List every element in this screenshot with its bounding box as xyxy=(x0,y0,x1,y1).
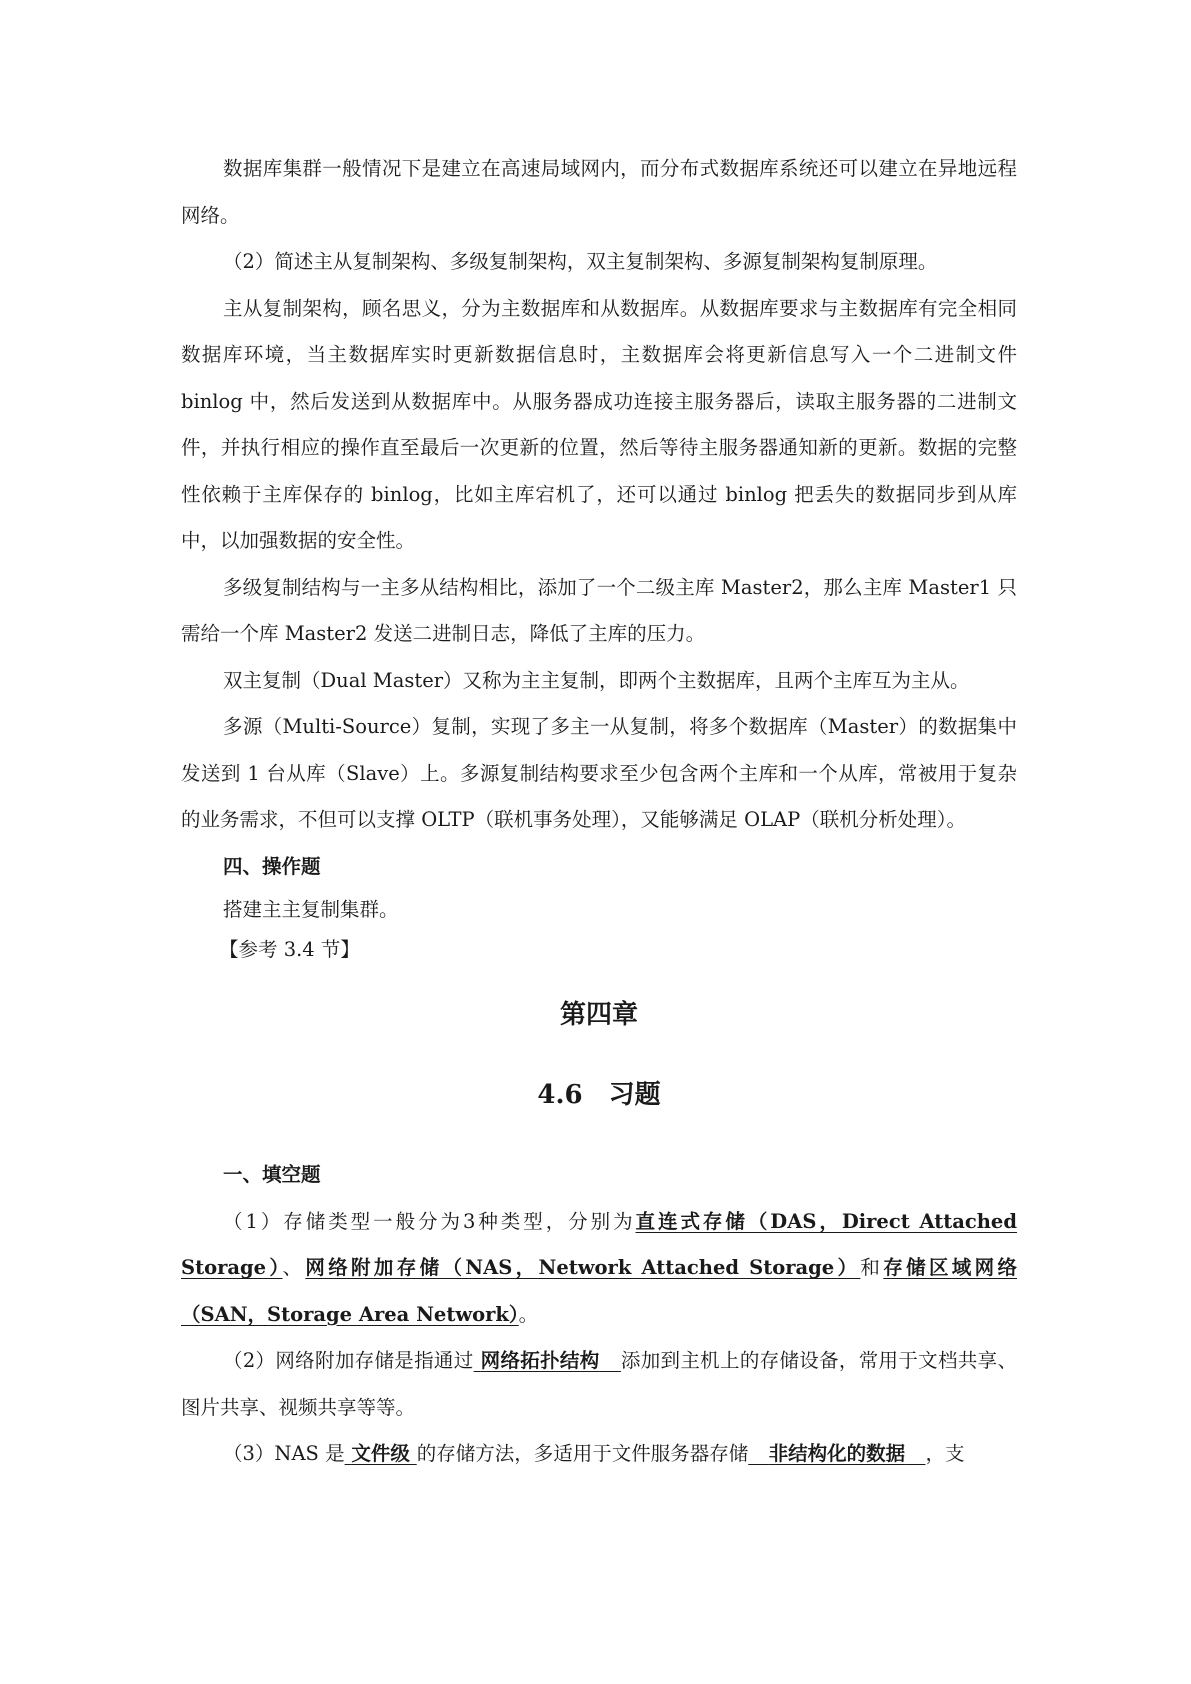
q2-answer-topology xyxy=(474,1349,621,1372)
q3-prefix: （3）NAS 是 xyxy=(223,1442,345,1465)
q3-answer-1-text: 文件级 xyxy=(351,1442,410,1465)
q1-answer-san: 存储区域网络（SAN，Storage Area Network） xyxy=(181,1256,1017,1326)
q1-prefix: （1）存储类型一般分为3种类型，分别为 xyxy=(223,1209,636,1233)
q1-answer-das: 直连式存储（DAS，Direct Attached Storage） xyxy=(181,1209,1017,1279)
chapter-title: 第四章 xyxy=(559,1000,638,1030)
exercise-question-1 xyxy=(181,1199,1017,1339)
paragraph-cluster-network: 数据库集群一般情况下是建立在高速局域网内，而分布式数据库系统还可以建立在异地远程网络。 xyxy=(181,157,1017,227)
q3-suffix: ，支 xyxy=(925,1442,965,1465)
q3-answer-unstructured xyxy=(748,1442,925,1465)
exercise-question-2 xyxy=(181,1338,1017,1431)
q1-separator-1: 、 xyxy=(282,1256,306,1279)
exercise-heading-fill-blank: 一、填空题 xyxy=(223,1163,321,1186)
q3-mid: 的存储方法，多适用于文件服务器存储 xyxy=(416,1442,749,1465)
q2-suffix: 添加到主机上的存储设备，常用于文档共享、图片共享、视频共享等等。 xyxy=(181,1349,1017,1419)
section-title: 4.6 习题 xyxy=(537,1080,661,1110)
q1-separator-2: 和 xyxy=(860,1256,884,1279)
question-2-replication: （2）简述主从复制架构、多级复制架构，双主复制架构、多源复制架构复制原理。 xyxy=(223,250,938,273)
q2-prefix: （2）网络附加存储是指通过 xyxy=(223,1349,474,1372)
q1-answer-nas: 网络附加存储（NAS，Network Attached Storage） xyxy=(305,1256,861,1279)
q1-end: 。 xyxy=(518,1302,539,1326)
paragraph-dual-master: 双主复制（Dual Master）又称为主主复制，即两个主数据库，且两个主库互为主从。 xyxy=(223,668,970,692)
paragraph-multi-source: 多源（Multi-Source）复制，实现了多主一从复制，将多个数据库（Master）的数据集中发送到 1 台从库（Slave）上。多源复制结构要求至少包含两个主库和一个从库，常被用于复杂的业务需求，不但可以支撑 OLTP（联机事务处理），又能够满足 OLAP（联机分析处理）。 xyxy=(181,715,1017,831)
q2-answer-text: 网络拓扑结构 xyxy=(480,1349,600,1372)
operation-task: 搭建主主复制集群。 xyxy=(223,898,399,921)
section-heading-operations: 四、操作题 xyxy=(223,854,321,878)
paragraph-multi-level: 多级复制结构与一主多从结构相比，添加了一个二级主库 Master2，那么主库 Master1 只需给一个库 Master2 发送二进制日志，降低了主库的压力。 xyxy=(181,575,1017,645)
exercise-question-3 xyxy=(181,1431,1017,1478)
q3-answer-2-text: 非结构化的数据 xyxy=(768,1442,906,1465)
document-body xyxy=(181,146,1017,1478)
q3-answer-file-level xyxy=(345,1442,417,1465)
reference-note: 【参考 3.4 节】 xyxy=(219,938,360,961)
paragraph-master-slave: 主从复制架构，顾名思义，分为主数据库和从数据库。从数据库要求与主数据库有完全相同数据库环境，当主数据库实时更新数据信息时，主数据库会将更新信息写入一个二进制文件 binlog 中，然后发送到从数据库中。从服务器成功连接主服务器后，读取主服务器的二进制文件，并执行相应的操作直至最后一次更新的位置，然后等待主服务器通知新的更新。数据的完整性依赖于主库保存的 binlog，比如主库宕机了，还可以通过 binlog 把丢失的数据同步到从库中，以加强数据的安全性。 xyxy=(181,296,1017,552)
